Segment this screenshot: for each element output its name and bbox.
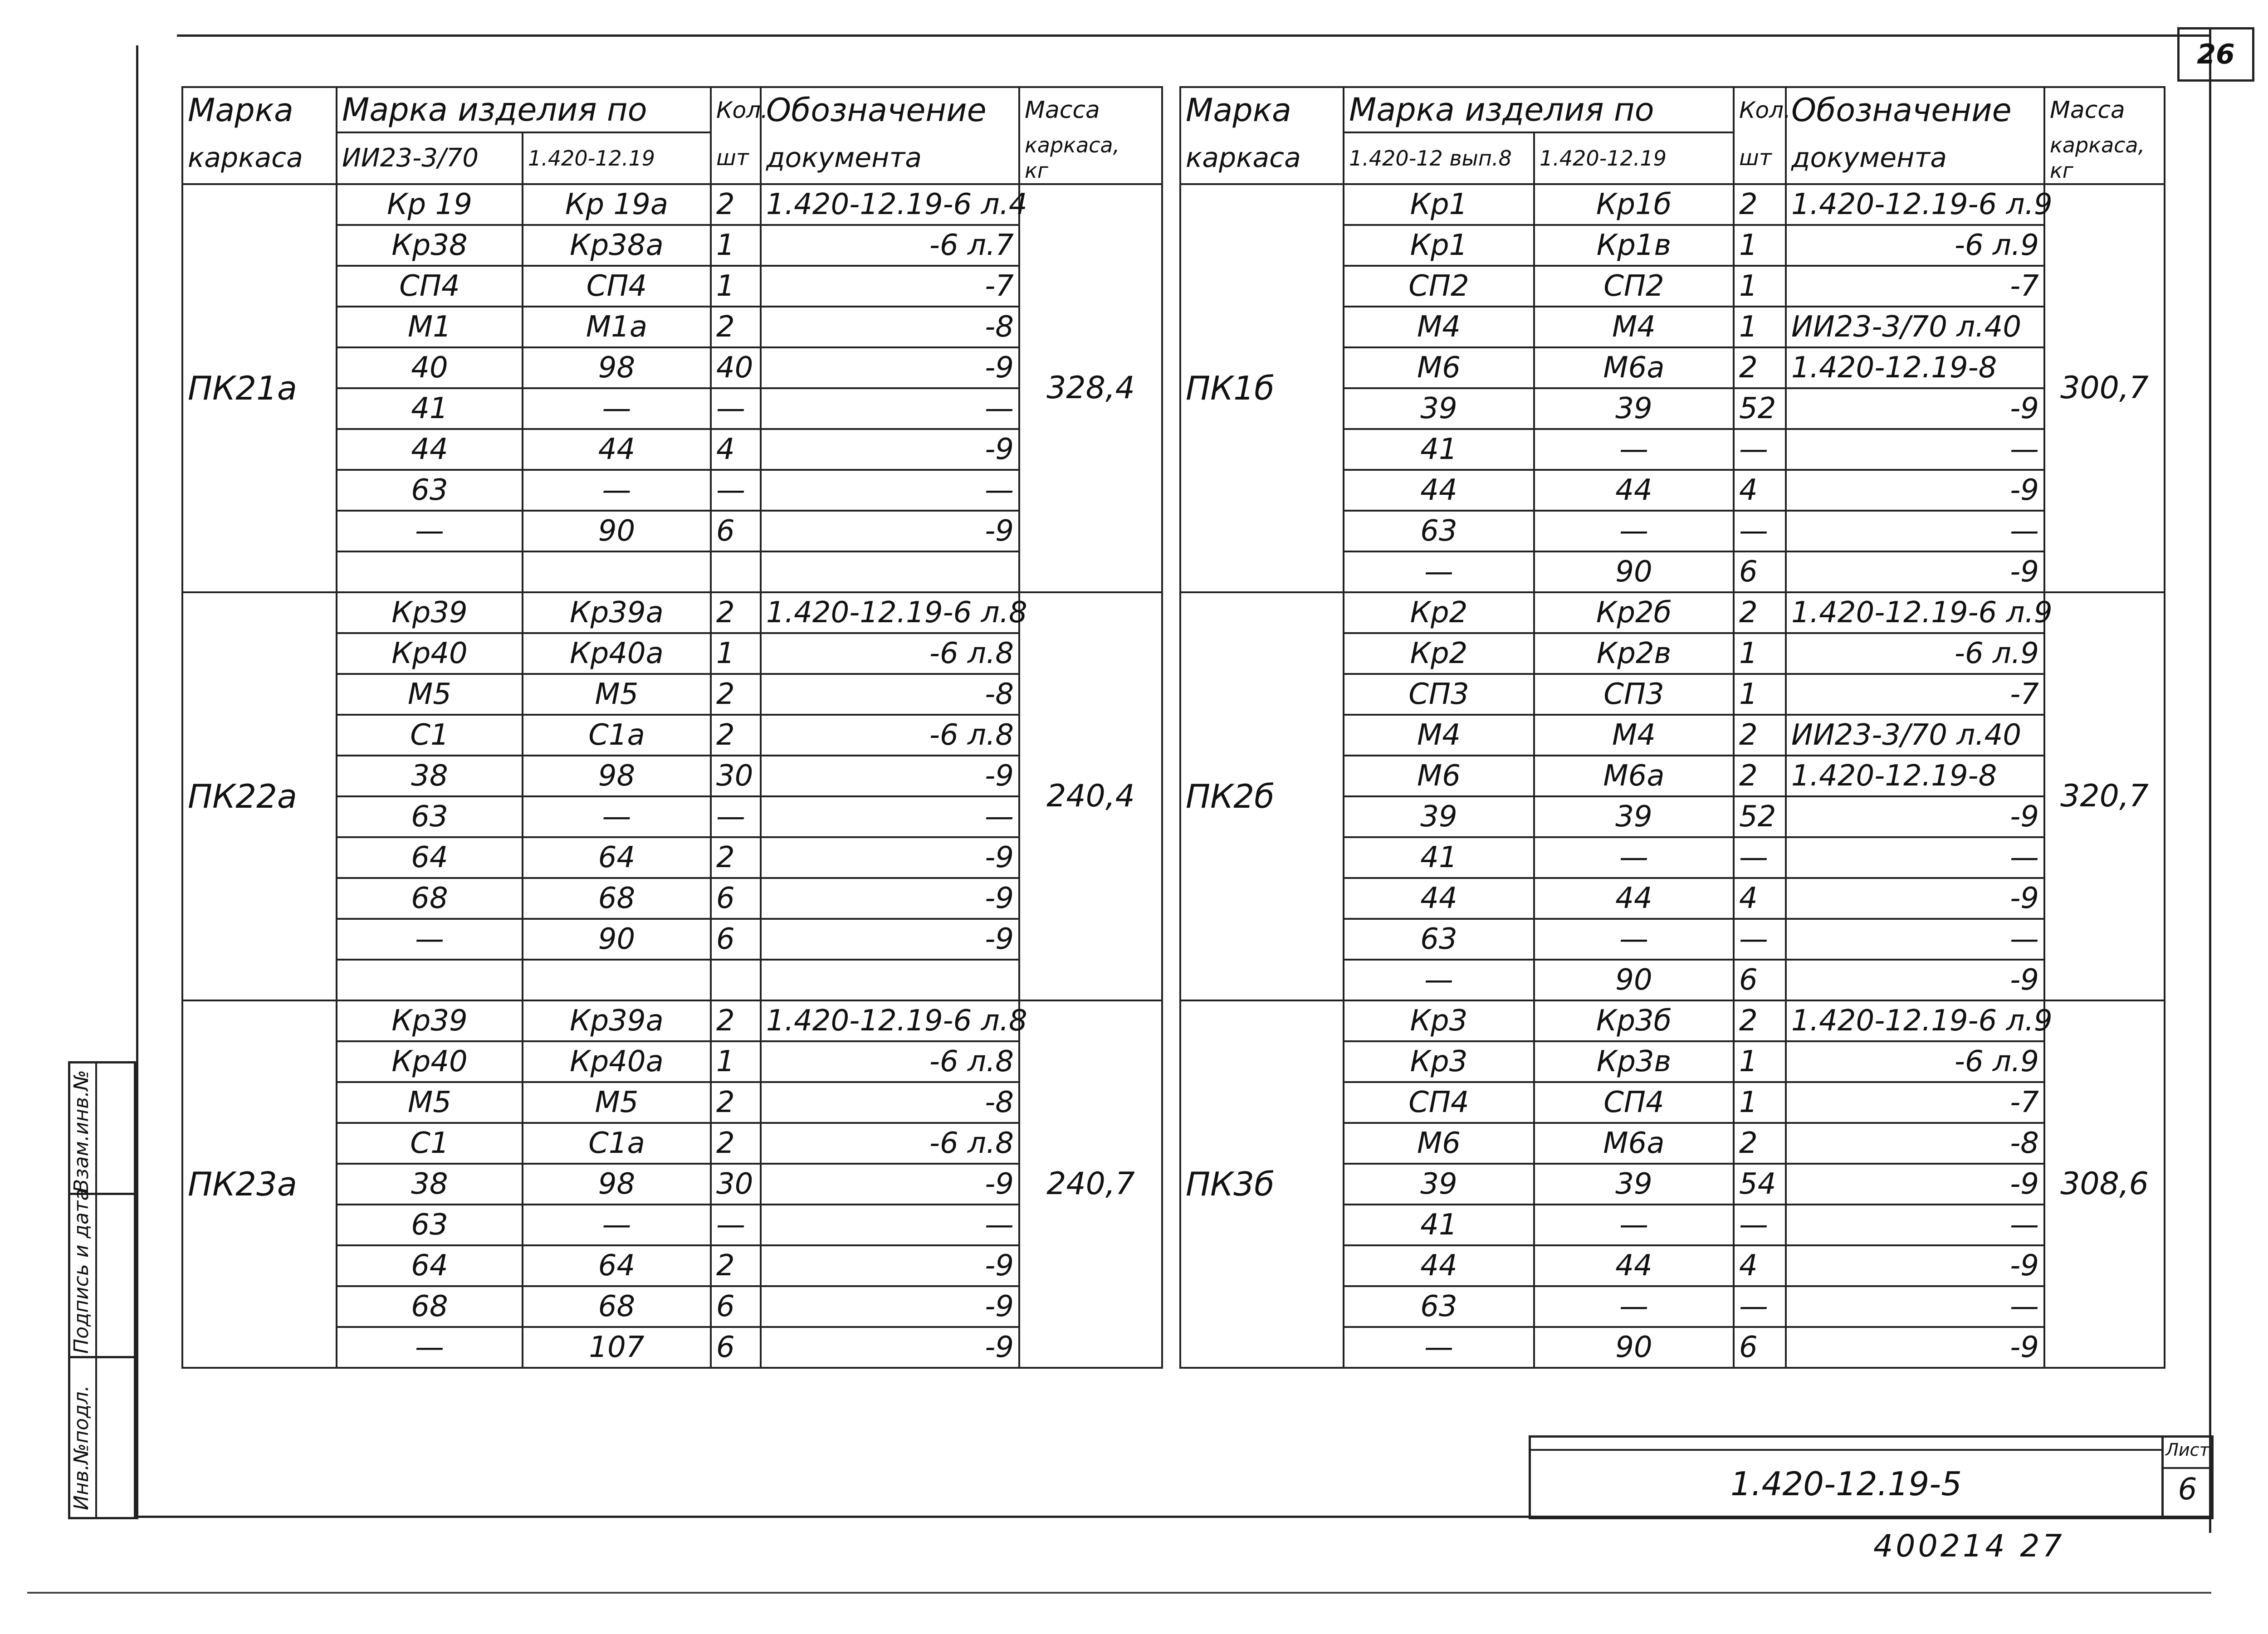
left-cell-mark-a: 38 [337,756,523,796]
right-cell-doc: — [1786,1205,2044,1245]
right-cell-qty: 4 [1734,470,1786,511]
left-cell-qty: 6 [711,511,761,551]
right-cell-mark-b: М6а [1534,1123,1734,1164]
left-cell-doc: -9 [761,1245,1019,1286]
left-row [182,184,1162,225]
left-cell-mark-a: 44 [337,429,523,470]
sheet-box-label: Лист [2165,1440,2209,1460]
right-cell-doc: -9 [1786,388,2044,429]
right-cell-mark-b: Кр1в [1534,225,1734,266]
right-cell-qty: — [1734,919,1786,960]
left-cell-mark-b: Кр 19а [523,184,711,225]
header-massa-unit [1019,132,1162,184]
left-group-mass: 240,7 [1019,1000,1162,1368]
left-group-mass: 328,4 [1019,184,1162,592]
right-cell-mark-b: — [1534,837,1734,878]
left-cell-qty: 30 [711,1164,761,1205]
right-cell-mark-b: 44 [1534,1245,1734,1286]
r-header-massa-3: кг [2050,158,2073,183]
left-cell-qty: 30 [711,756,761,796]
right-cell-qty: — [1734,1205,1786,1245]
right-cell-mark-a: — [1344,551,1534,592]
sheet-box-rule [2161,1467,2214,1469]
left-cell-mark-b: 64 [523,1245,711,1286]
right-cell-mark-a: 41 [1344,429,1534,470]
left-cell-doc: -6 л.7 [761,225,1019,266]
right-cell-mark-b: 44 [1534,878,1734,919]
left-cell-doc: 1.420-12.19-6 л.8 [761,1000,1019,1041]
right-cell-doc: 1.420-12.19-8 [1786,347,2044,388]
right-cell-mark-b: СП2 [1534,266,1734,307]
right-cell-mark-b: 39 [1534,388,1734,429]
right-cell-qty: 4 [1734,878,1786,919]
document-code: 1.420-12.19-5 [1730,1465,1962,1503]
sheet-number: 26 [2197,39,2235,70]
right-cell-doc: 1.420-12.19-8 [1786,756,2044,796]
right-cell-qty: 2 [1734,756,1786,796]
left-cell-qty: 6 [711,1286,761,1327]
left-cell-mark-b: 98 [523,1164,711,1205]
right-cell-mark-b: 90 [1534,960,1734,1000]
right-cell-mark-a: 41 [1344,837,1534,878]
right-cell-doc: — [1786,919,2044,960]
left-cell-mark-a: Кр39 [337,592,523,633]
right-cell-mark-a: 41 [1344,1205,1534,1245]
right-cell-mark-b: 90 [1534,1327,1734,1368]
left-cell-mark-b: Кр39а [523,592,711,633]
right-cell-doc: -8 [1786,1123,2044,1164]
right-cell-mark-a: 39 [1344,796,1534,837]
left-cell-doc: -8 [761,307,1019,347]
right-cell-mark-a: 63 [1344,919,1534,960]
left-cell-doc: -6 л.8 [761,715,1019,756]
right-cell-mark-a: 39 [1344,1164,1534,1205]
left-cell-mark-b: — [523,796,711,837]
right-cell-qty: 2 [1734,347,1786,388]
right-cell-doc: -9 [1786,960,2044,1000]
left-cell-mark-b: М5 [523,1082,711,1123]
r-header-kol-2: шт [1734,132,1786,184]
right-cell-mark-a: Кр2 [1344,592,1534,633]
header-massa-1: Масса [1019,87,1162,132]
left-cell-mark-a: 41 [337,388,523,429]
right-cell-qty: 52 [1734,388,1786,429]
left-cell-mark-a: — [337,511,523,551]
right-row [1180,592,2165,633]
left-row [182,1000,1162,1041]
right-cell-doc: -9 [1786,1245,2044,1286]
right-cell-mark-b: 39 [1534,796,1734,837]
left-cell-mark-b: — [523,1205,711,1245]
right-cell-mark-a: Кр3 [1344,1000,1534,1041]
left-cell-mark-b: М1а [523,307,711,347]
r-header-massa-unit [2044,132,2165,184]
left-cell-qty: 40 [711,347,761,388]
right-cell-mark-a: СП3 [1344,674,1534,715]
right-cell-mark-b: — [1534,1205,1734,1245]
left-cell-mark-b: Кр39а [523,1000,711,1041]
right-cell-mark-b: Кр3в [1534,1041,1734,1082]
right-cell-mark-b: — [1534,1286,1734,1327]
left-group-mass: 240,4 [1019,592,1162,1000]
left-cell-mark-b: 64 [523,837,711,878]
left-cell-mark-a: 68 [337,878,523,919]
right-cell-qty: 1 [1734,1041,1786,1082]
left-cell-mark-b: 90 [523,919,711,960]
r-header-oboznachenie-1: Обозначение [1786,87,2044,132]
right-cell-doc: -7 [1786,674,2044,715]
right-cell-qty: 2 [1734,592,1786,633]
header-oboznachenie-2: документа [761,132,1019,184]
right-group-mass: 308,6 [2044,1000,2165,1368]
r-header-marka-izdeliya: Марка изделия по [1344,87,1734,132]
left-cell-mark-b: 98 [523,347,711,388]
right-cell-mark-a: 44 [1344,470,1534,511]
left-cell-mark-a: М1 [337,307,523,347]
left-cell-qty [711,551,761,592]
left-cell-qty: 2 [711,674,761,715]
frame-bottom-line [27,1592,2211,1594]
left-cell-qty: 2 [711,1000,761,1041]
right-cell-qty: 1 [1734,225,1786,266]
right-cell-qty: 6 [1734,1327,1786,1368]
left-cell-mark-b: — [523,388,711,429]
r-header-oboznachenie-2: документа [1786,132,2044,184]
right-cell-mark-a: М6 [1344,756,1534,796]
header-marka-karkasa-1: Марка [182,87,337,132]
left-cell-mark-b: Кр38а [523,225,711,266]
left-cell-doc: -8 [761,674,1019,715]
right-cell-qty: 6 [1734,551,1786,592]
left-cell-qty: 1 [711,633,761,674]
header-massa-2: каркаса, [1025,133,1120,157]
header-sub-1: ИИ23-3/70 [337,132,523,184]
header-marka-izdeliya: Марка изделия по [337,87,711,132]
left-cell-mark-a [337,960,523,1000]
left-cell-doc: — [761,796,1019,837]
right-cell-mark-a: Кр2 [1344,633,1534,674]
right-cell-doc: ИИ23-3/70 л.40 [1786,715,2044,756]
left-cell-mark-b [523,960,711,1000]
right-cell-mark-a: М4 [1344,715,1534,756]
side-stamp-label-vzam: Взам.инв.№ [70,1070,93,1193]
left-cell-mark-a: Кр40 [337,1041,523,1082]
right-cell-doc: 1.420-12.19-6 л.9 [1786,592,2044,633]
left-cell-qty: — [711,470,761,511]
r-header-marka-karkasa-1: Марка [1180,87,1344,132]
left-cell-mark-b: 98 [523,756,711,796]
right-cell-doc: -9 [1786,1327,2044,1368]
left-cell-doc: — [761,388,1019,429]
left-group-name: ПК22а [182,592,337,1000]
right-cell-doc: -9 [1786,470,2044,511]
right-cell-doc: 1.420-12.19-6 л.9 [1786,1000,2044,1041]
left-spec-table [181,86,1163,1369]
left-cell-doc: -7 [761,266,1019,307]
archive-number: 400214 27 [1873,1528,2065,1564]
left-cell-doc: -9 [761,756,1019,796]
left-cell-mark-b: М5 [523,674,711,715]
right-cell-mark-a: Кр3 [1344,1041,1534,1082]
left-cell-doc: -9 [761,1164,1019,1205]
frame-left-line [136,45,138,1519]
left-cell-doc: -9 [761,878,1019,919]
right-cell-doc: -6 л.9 [1786,633,2044,674]
left-cell-mark-b: 68 [523,878,711,919]
header-sub-2: 1.420-12.19 [523,132,711,184]
left-cell-mark-b: 90 [523,511,711,551]
left-cell-mark-b: С1а [523,1123,711,1164]
right-cell-doc: ИИ23-3/70 л.40 [1786,307,2044,347]
r-header-massa-1: Масса [2044,87,2165,132]
left-cell-doc: -9 [761,1286,1019,1327]
left-group-name: ПК23а [182,1000,337,1368]
right-cell-doc: — [1786,1286,2044,1327]
sheet-box-value: 6 [2178,1472,2197,1507]
r-header-sub-2: 1.420-12.19 [1534,132,1734,184]
left-cell-mark-a: М5 [337,674,523,715]
right-cell-mark-a: СП4 [1344,1082,1534,1123]
right-cell-mark-b: М4 [1534,715,1734,756]
right-cell-qty: 4 [1734,1245,1786,1286]
right-cell-mark-b: Кр1б [1534,184,1734,225]
left-cell-mark-a: — [337,919,523,960]
left-cell-doc: -9 [761,837,1019,878]
right-cell-mark-a: 63 [1344,511,1534,551]
right-cell-mark-a: — [1344,960,1534,1000]
left-cell-qty [711,960,761,1000]
right-cell-doc: 1.420-12.19-6 л.9 [1786,184,2044,225]
left-cell-qty: 6 [711,919,761,960]
right-cell-qty: 2 [1734,1123,1786,1164]
left-cell-doc [761,960,1019,1000]
right-cell-qty: 52 [1734,796,1786,837]
right-cell-qty: 1 [1734,266,1786,307]
left-cell-qty: 2 [711,184,761,225]
left-cell-qty: 1 [711,266,761,307]
left-cell-qty: — [711,1205,761,1245]
right-cell-mark-b: — [1534,429,1734,470]
left-cell-mark-b [523,551,711,592]
right-cell-qty: 2 [1734,715,1786,756]
right-cell-mark-a: 44 [1344,1245,1534,1286]
left-cell-qty: 4 [711,429,761,470]
header-oboznachenie-1: Обозначение [761,87,1019,132]
right-cell-qty: — [1734,511,1786,551]
right-cell-mark-b: СП3 [1534,674,1734,715]
right-cell-mark-b: М6а [1534,347,1734,388]
right-cell-qty: 6 [1734,960,1786,1000]
left-cell-mark-a: — [337,1327,523,1368]
right-cell-doc: — [1786,511,2044,551]
right-group-name: ПК2б [1180,592,1344,1000]
r-header-massa-2: каркаса, [2050,133,2145,157]
side-stamp-label-inv: Инв.№подл. [70,1385,93,1510]
right-cell-mark-a: Кр1 [1344,225,1534,266]
left-cell-mark-b: 68 [523,1286,711,1327]
left-cell-mark-a: Кр 19 [337,184,523,225]
right-group-name: ПК1б [1180,184,1344,592]
left-cell-mark-b: СП4 [523,266,711,307]
right-cell-qty: 1 [1734,674,1786,715]
left-cell-qty: 2 [711,1245,761,1286]
left-cell-mark-a: М5 [337,1082,523,1123]
right-cell-doc: -9 [1786,878,2044,919]
right-cell-mark-a: М4 [1344,307,1534,347]
left-cell-mark-a: С1 [337,715,523,756]
right-cell-qty: 54 [1734,1164,1786,1205]
left-cell-doc [761,551,1019,592]
right-cell-doc: -7 [1786,1082,2044,1123]
right-cell-doc: — [1786,429,2044,470]
right-cell-doc: -9 [1786,796,2044,837]
right-cell-doc: -9 [1786,551,2044,592]
left-cell-mark-a: 38 [337,1164,523,1205]
left-cell-qty: 6 [711,1327,761,1368]
left-cell-doc: 1.420-12.19-6 л.4 [761,184,1019,225]
left-cell-doc: -8 [761,1082,1019,1123]
left-cell-mark-a [337,551,523,592]
right-cell-mark-a: М6 [1344,1123,1534,1164]
right-cell-mark-a: 63 [1344,1286,1534,1327]
right-cell-mark-b: — [1534,919,1734,960]
header-kol-1: Кол. [711,87,761,132]
left-cell-qty: 2 [711,307,761,347]
left-cell-qty: 2 [711,592,761,633]
right-group-mass: 300,7 [2044,184,2165,592]
right-cell-qty: 1 [1734,633,1786,674]
right-cell-qty: 2 [1734,184,1786,225]
left-cell-mark-a: 64 [337,837,523,878]
left-cell-mark-a: С1 [337,1123,523,1164]
right-cell-doc: — [1786,837,2044,878]
right-cell-mark-b: М6а [1534,756,1734,796]
left-cell-qty: — [711,796,761,837]
right-group-name: ПК3б [1180,1000,1344,1368]
right-cell-qty: 1 [1734,1082,1786,1123]
r-header-kol-1: Кол. [1734,87,1786,132]
right-cell-doc: -6 л.9 [1786,225,2044,266]
right-cell-mark-a: — [1344,1327,1534,1368]
right-cell-qty: 1 [1734,307,1786,347]
frame-top-line [177,34,2209,37]
left-cell-doc: -9 [761,511,1019,551]
right-cell-qty: 2 [1734,1000,1786,1041]
header-massa-3: кг [1025,158,1048,183]
left-row [182,592,1162,633]
left-cell-mark-a: 68 [337,1286,523,1327]
right-cell-doc: -6 л.9 [1786,1041,2044,1082]
left-cell-doc: -6 л.8 [761,633,1019,674]
right-cell-mark-b: 39 [1534,1164,1734,1205]
left-cell-qty: 2 [711,837,761,878]
right-row [1180,1000,2165,1041]
left-group-name: ПК21а [182,184,337,592]
left-cell-doc: — [761,1205,1019,1245]
right-cell-mark-a: М6 [1344,347,1534,388]
left-cell-mark-a: 63 [337,796,523,837]
frame-right-line [2209,27,2211,1533]
left-cell-doc: -9 [761,347,1019,388]
right-cell-mark-b: — [1534,511,1734,551]
right-cell-mark-b: СП4 [1534,1082,1734,1123]
right-cell-doc: -9 [1786,1164,2044,1205]
r-header-marka-karkasa-2: каркаса [1180,132,1344,184]
right-cell-mark-a: 39 [1344,388,1534,429]
left-cell-qty: — [711,388,761,429]
left-cell-mark-b: С1а [523,715,711,756]
left-cell-doc: -6 л.8 [761,1041,1019,1082]
left-cell-doc: 1.420-12.19-6 л.8 [761,592,1019,633]
left-cell-mark-a: Кр39 [337,1000,523,1041]
side-stamp-label-sign: Подпись и дата [70,1188,93,1354]
r-header-sub-1: 1.420-12 вып.8 [1344,132,1534,184]
right-cell-mark-a: СП2 [1344,266,1534,307]
left-cell-qty: 6 [711,878,761,919]
right-cell-mark-b: Кр3б [1534,1000,1734,1041]
right-cell-mark-b: Кр2в [1534,633,1734,674]
right-cell-qty: — [1734,837,1786,878]
right-cell-qty: — [1734,429,1786,470]
left-cell-mark-a: Кр38 [337,225,523,266]
left-cell-mark-a: 63 [337,470,523,511]
right-cell-mark-b: 90 [1534,551,1734,592]
right-cell-mark-a: 44 [1344,878,1534,919]
right-cell-qty: — [1734,1286,1786,1327]
left-cell-mark-b: Кр40а [523,1041,711,1082]
left-cell-mark-a: Кр40 [337,633,523,674]
left-cell-doc: -9 [761,919,1019,960]
left-cell-mark-b: Кр40а [523,633,711,674]
right-cell-mark-b: М4 [1534,307,1734,347]
left-cell-mark-a: 40 [337,347,523,388]
left-cell-qty: 1 [711,225,761,266]
left-cell-mark-a: 63 [337,1205,523,1245]
left-cell-doc: -6 л.8 [761,1123,1019,1164]
side-stamp-divider [95,1061,97,1519]
right-cell-mark-b: Кр2б [1534,592,1734,633]
left-cell-qty: 2 [711,1082,761,1123]
right-row [1180,184,2165,225]
left-cell-qty: 2 [711,1123,761,1164]
right-spec-table [1179,86,2165,1369]
left-cell-mark-b: — [523,470,711,511]
right-group-mass: 320,7 [2044,592,2165,1000]
right-cell-mark-b: 44 [1534,470,1734,511]
left-cell-mark-b: 107 [523,1327,711,1368]
left-cell-mark-a: 64 [337,1245,523,1286]
header-marka-karkasa-2: каркаса [182,132,337,184]
left-cell-mark-b: 44 [523,429,711,470]
left-cell-qty: 1 [711,1041,761,1082]
right-cell-doc: -7 [1786,266,2044,307]
header-kol-2: шт [711,132,761,184]
left-cell-mark-a: СП4 [337,266,523,307]
right-cell-mark-a: Кр1 [1344,184,1534,225]
left-cell-doc: -9 [761,1327,1019,1368]
left-cell-doc: — [761,470,1019,511]
left-cell-doc: -9 [761,429,1019,470]
left-cell-qty: 2 [711,715,761,756]
